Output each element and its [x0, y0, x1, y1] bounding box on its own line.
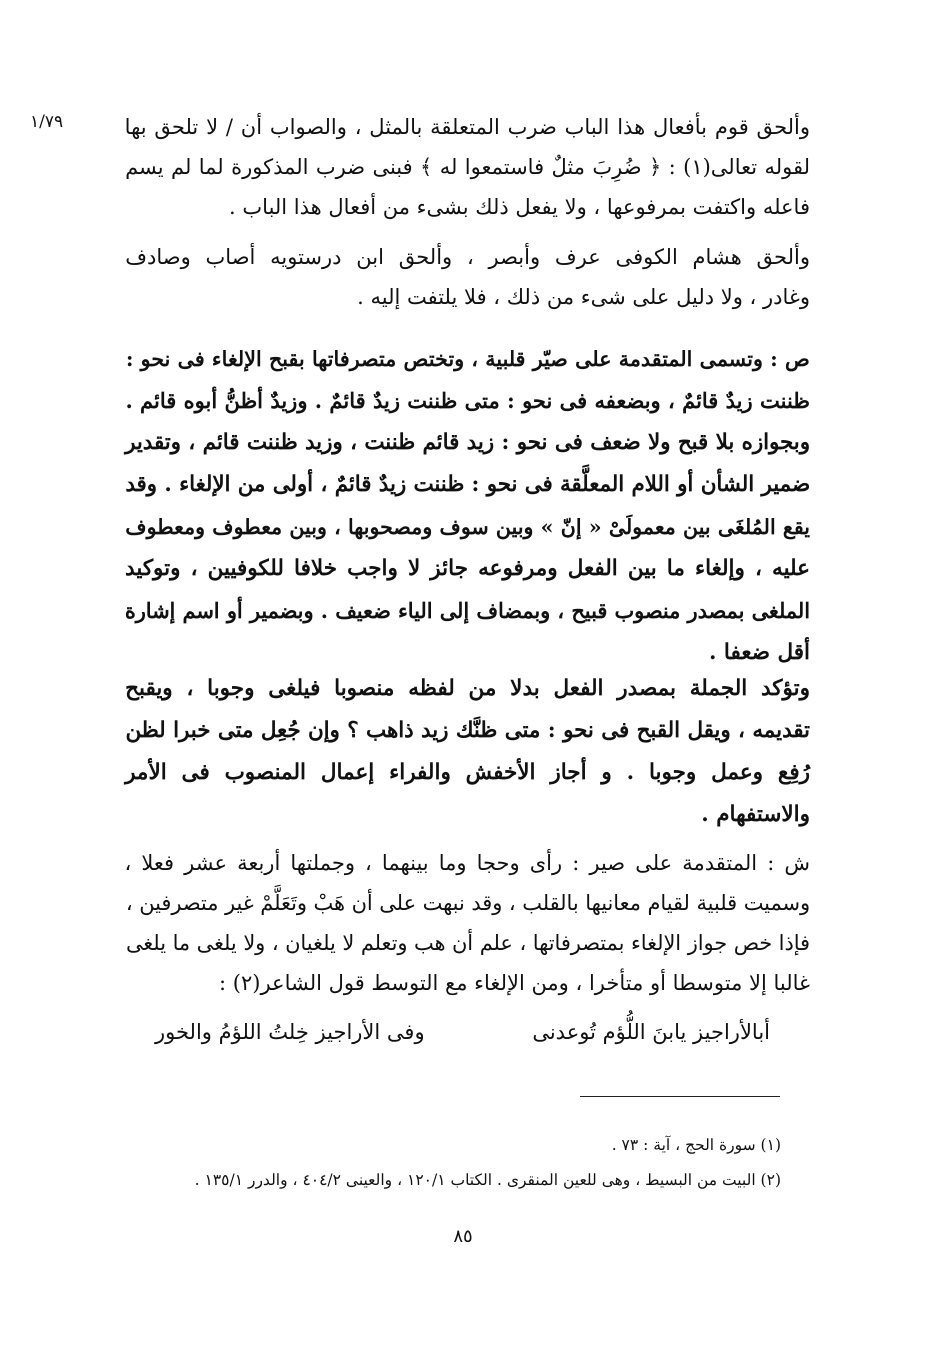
poetry-verse [155, 1012, 770, 1052]
text-line: وبجوازه بلا قبح ولا ضعف فى نحو : زيد قائم ظننت ، وزيد ظننت قائم ، وتقدير [125, 430, 810, 455]
text-line: تقديمه ، ويقل القبح فى نحو : متى ظنَّك زيد ذاهب ؟ وإن جُعِل متى خبرا لظن [125, 718, 810, 743]
text-line: غالبا إلا متوسطا أو متأخرا ، ومن الإلغاء مع التوسط قول الشاعر(٢) : [219, 971, 810, 995]
text-line: ضمير الشأن أو اللام المعلَّقة فى نحو : ظننت زيدٌ قائمٌ ، أولى من الإلغاء . وقد [125, 472, 810, 497]
footnote-2: (٢) البيت من البسيط ، وهى للعين المنقرى . الكتاب ١٢٠/١ ، والعينى ٤٠٤/٢ ، والدرر ١٣٥/١ . [194, 1171, 781, 1189]
margin-reference: ١/٧٩ [30, 112, 64, 132]
text-line: وألحق هشام الكوفى عرف وأبصر ، وألحق ابن درستويه أصاب وصادف [125, 245, 810, 269]
paragraph-2 [125, 237, 810, 317]
text-line: وتؤكد الجملة بمصدر الفعل بدلا من لفظه منصوبا فيلغى وجوبا ، ويقبح [125, 676, 810, 701]
text-line: رُفِع وعمل وجوبا . و أجاز الأخفش والفراء إعمال المنصوب فى الأمر [125, 760, 810, 785]
page-number: ٨٥ [453, 1226, 473, 1247]
text-line: فاعله واكتفت بمرفوعها ، ولا يفعل ذلك بشىء من أفعال هذا الباب . [229, 195, 810, 219]
text-line: والاستفهام . [701, 802, 810, 827]
footnote-1: (١) سورة الحج ، آية : ٧٣ . [611, 1136, 781, 1154]
text-line: الملغى بمصدر منصوب قبيح ، وبمضاف إلى الياء ضعيف . وبضمير أو اسم إشارة [124, 598, 810, 623]
text-line: وغادر ، ولا دليل على شىء من ذلك ، فلا يلتفت إليه . [357, 285, 810, 309]
paragraph-5-sharh [125, 843, 810, 1003]
text-line: أقل ضعفا . [708, 640, 810, 665]
verse-second-hemistich: وفى الأراجيز خِلتُ اللؤمُ والخور [155, 1020, 425, 1044]
footnote-divider [580, 1096, 780, 1097]
text-line: فإذا خص جواز الإلغاء بمتصرفاتها ، علم أن هب وتعلم لا يلغيان ، ولا يلغى ما يلغى [125, 931, 810, 955]
paragraph-4-matn [125, 668, 810, 836]
text-line: لقوله تعالى(١) : ﴿ ضُرِبَ مثلٌ فاستمعوا له ﴾ فبنى ضرب المذكورة لما لم يسم [125, 155, 810, 179]
text-line: عليه ، وإلغاء ما بين الفعل ومرفوعه جائز لا واجب خلافا للكوفيين ، وتوكيد [125, 556, 810, 581]
text-line: ظننت زيدٌ قائمٌ ، وبضعفه فى نحو : متى ظننت زيدٌ قائمٌ . وزيدٌ أظنُّ أبوه قائم . [125, 388, 810, 413]
text-line: ص : وتسمى المتقدمة على صيّر قلبية ، وتختص متصرفاتها بقبح الإلغاء فى نحو : [125, 347, 810, 371]
text-line: وسميت قلبية لقيام معانيها بالقلب ، وقد نبهت على أن هَبْ وتَعَلَّمْ غير متصرفين ، [125, 891, 810, 915]
paragraph-3-matn [125, 338, 810, 674]
paragraph-1 [125, 107, 810, 227]
verse-first-hemistich: أبالأراجيز يابنَ اللُّؤم تُوعدنى [532, 1020, 770, 1044]
text-line: يقع المُلغَى بين معمولَىْ « إنّ » وبين سوف ومصحوبها ، وبين معطوف ومعطوف [125, 515, 810, 539]
text-line: وألحق قوم بأفعال هذا الباب ضرب المتعلقة بالمثل ، والصواب أن / لا تلحق بها [124, 115, 810, 139]
text-line: ش : المتقدمة على صير : رأى وحجا وما بينهما ، وجملتها أربعة عشر فعلا ، [124, 851, 810, 875]
